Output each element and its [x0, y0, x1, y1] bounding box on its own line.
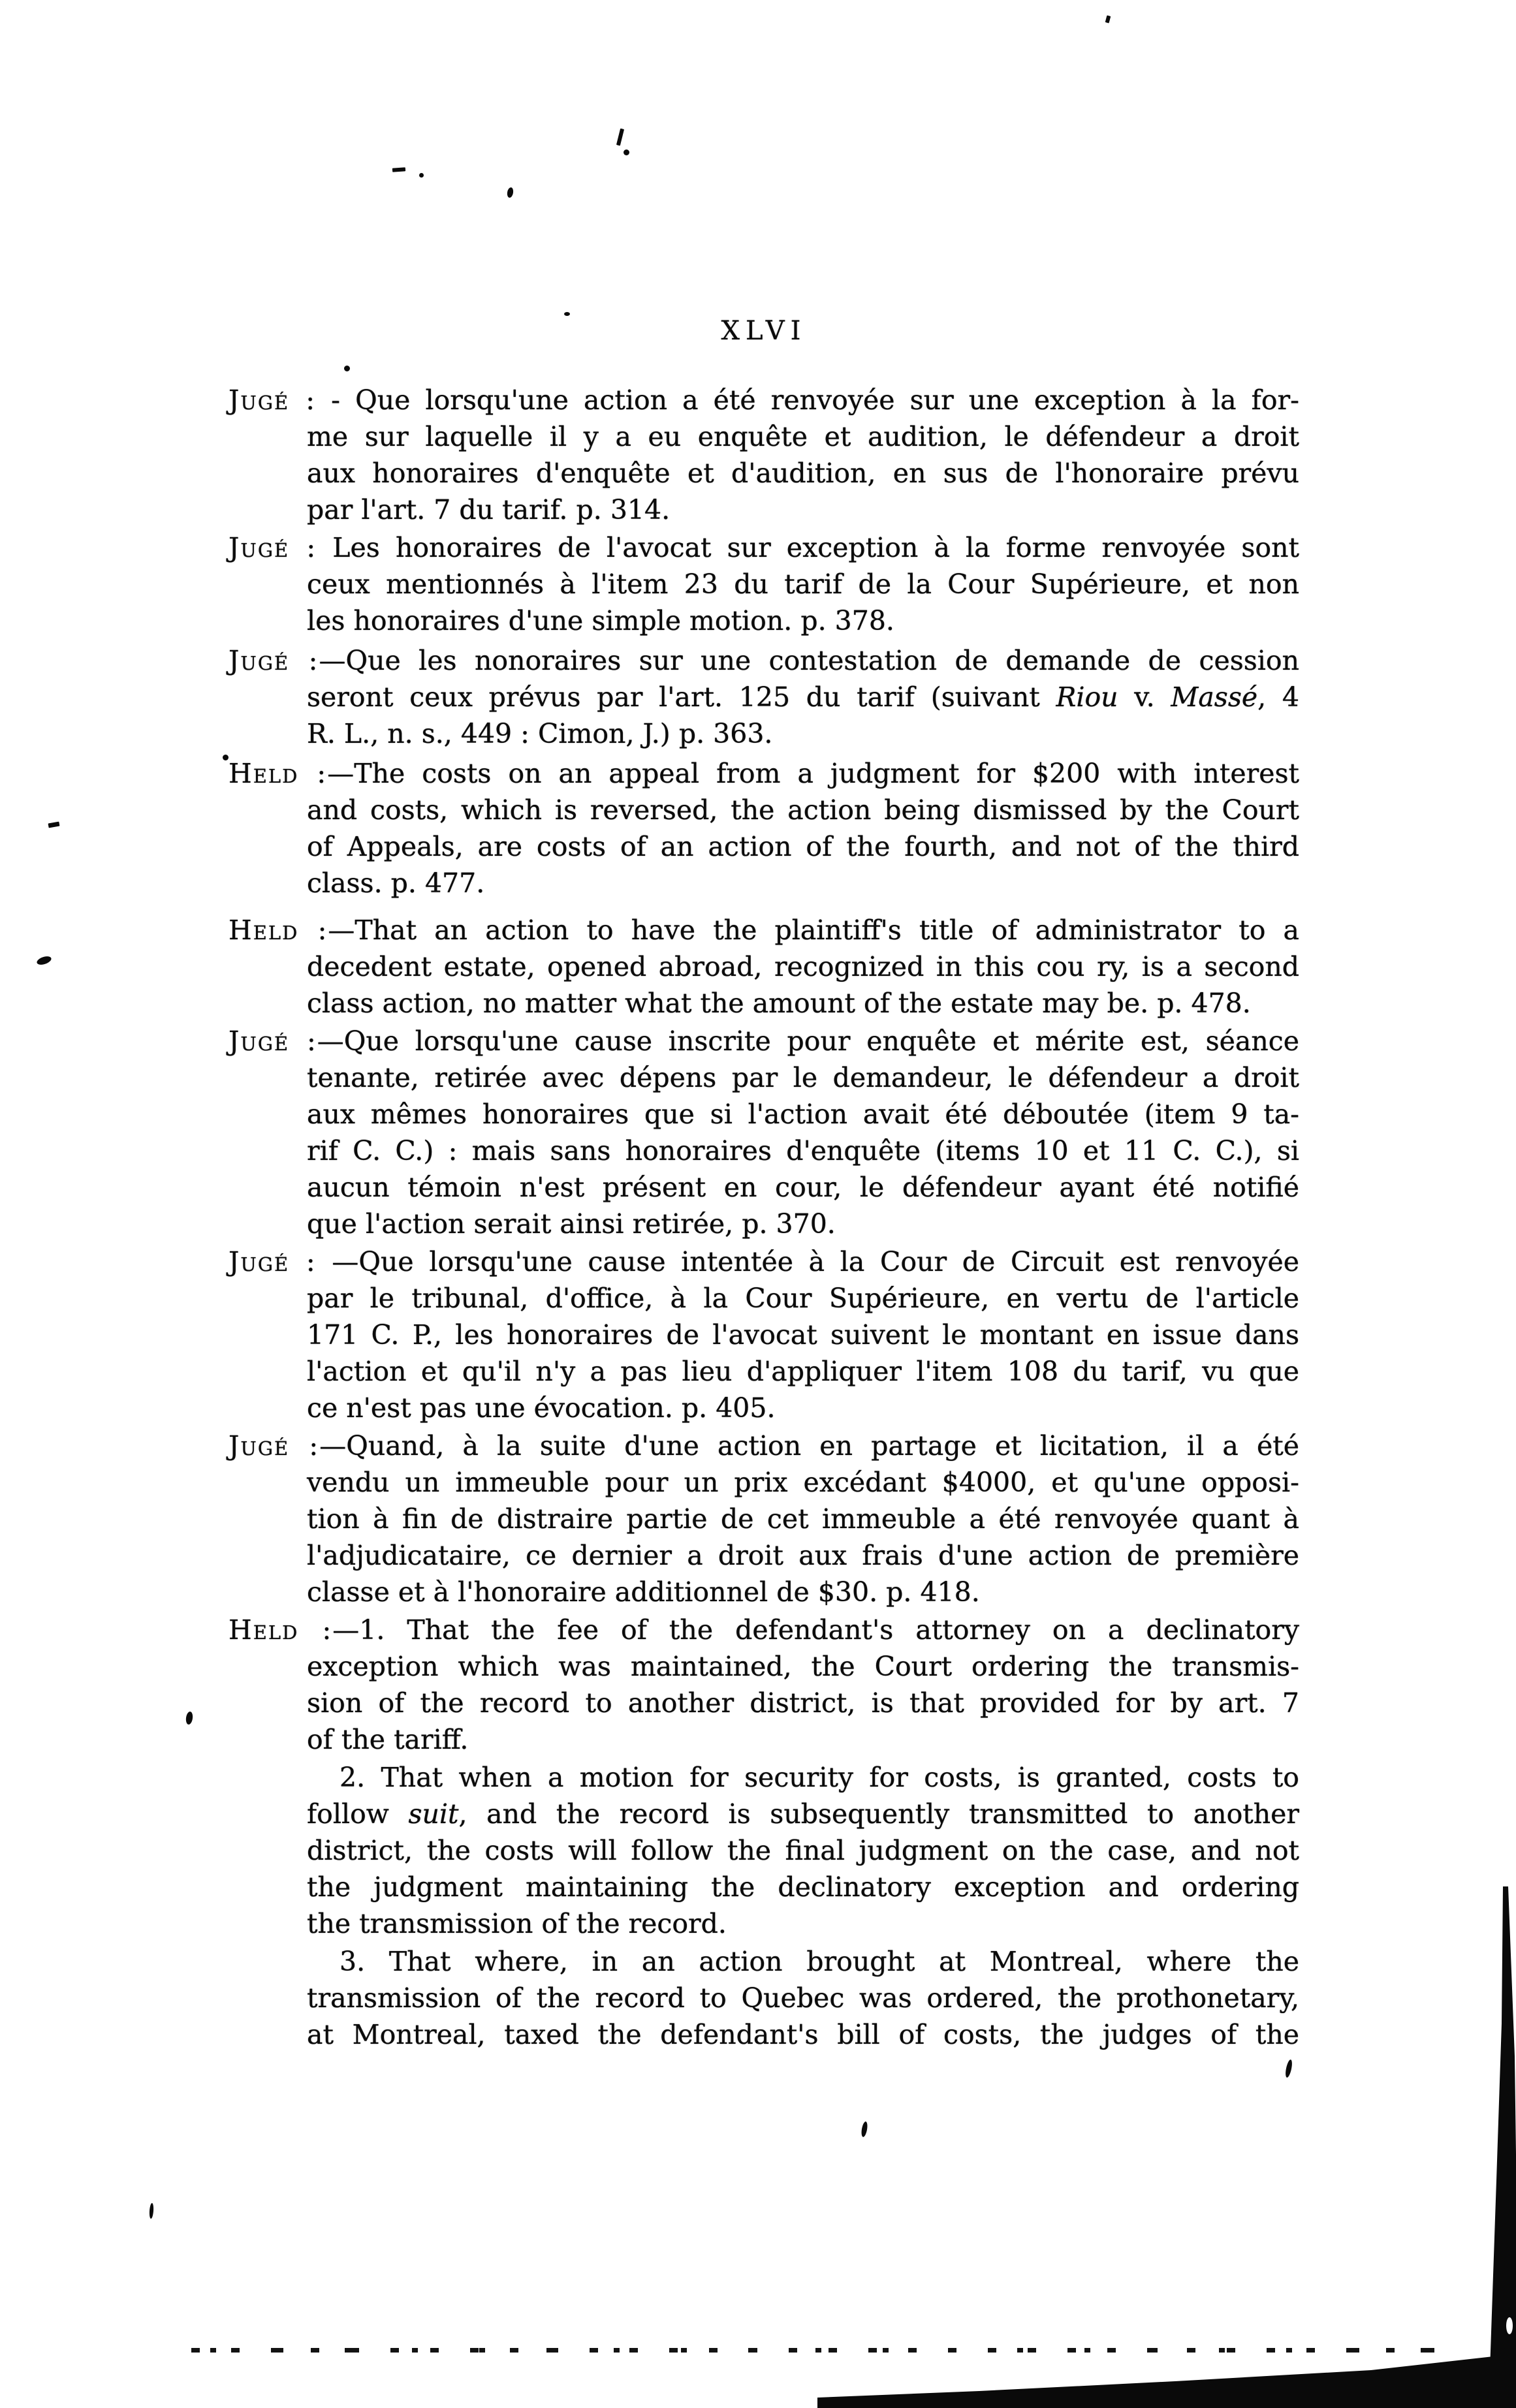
text-line: and costs, which is reversed, the action being dismissed by the Court [307, 794, 1299, 826]
text-line: par le tribunal, d'office, à la Cour Supérieure, en vertu de l'article [307, 1283, 1299, 1314]
text-line: decedent estate, opened abroad, recognized in this cou ry, is a second [307, 951, 1299, 982]
paragraph-label: Jugé : [229, 1430, 320, 1462]
text-line: Jugé : - Que lorsqu'une action a été renvoyée sur une exception à la for- [229, 384, 1299, 416]
text-line: Jugé : Les honoraires de l'avocat sur exception à la forme renvoyée sont [229, 532, 1299, 563]
text-line: Jugé :—Que les nonoraires sur une contestation de demande de cession [229, 645, 1299, 676]
text-line: que l'action serait ainsi retirée, p. 370. [307, 1208, 836, 1240]
text-line: district, the costs will follow the final judgment on the case, and not [307, 1835, 1299, 1866]
text-line: Held :—1. That the fee of the defendant's attorney on a declinatory [229, 1614, 1299, 1646]
text-line: 2. That when a motion for security for costs, is granted, costs to [340, 1762, 1299, 1793]
text-line: the transmission of the record. [307, 1908, 727, 1939]
text-line: rif C. C.) : mais sans honoraires d'enquête (items 10 et 11 C. C.), si [307, 1135, 1299, 1166]
text-line: ceux mentionnés à l'item 23 du tarif de la Cour Supérieure, et non [307, 569, 1299, 600]
text-line: tenante, retirée avec dépens par le demandeur, le défendeur a droit [307, 1062, 1299, 1093]
paragraph-label: Jugé : [229, 532, 317, 563]
text-line: Held :—The costs on an appeal from a judgment for $200 with interest [229, 758, 1300, 789]
text-line: the judgment maintaining the declinatory exception and ordering [307, 1871, 1299, 1903]
text-line: follow suit, and the record is subsequently transmitted to another [307, 1798, 1299, 1830]
text-line: transmission of the record to Quebec was ordered, the prothonetary, [307, 1982, 1299, 2014]
paragraph-label: Jugé : [229, 384, 317, 416]
text-line: aucun témoin n'est présent en cour, le défendeur ayant été notifié [307, 1172, 1299, 1203]
text-line: par l'art. 7 du tarif. p. 314. [307, 494, 671, 525]
text-line: classe et à l'honoraire additionnel de $30. p. 418. [307, 1576, 980, 1608]
text-line: ce n'est pas une évocation. p. 405. [307, 1392, 776, 1424]
paragraph-label: Held : [229, 915, 328, 946]
text-line: sion of the record to another district, is that provided for by art. 7 [307, 1687, 1299, 1719]
text-line: aux honoraires d'enquête et d'audition, en sus de l'honoraire prévu [307, 458, 1299, 489]
text-line: l'adjudicataire, ce dernier a droit aux frais d'une action de première [307, 1540, 1299, 1571]
text-line: aux mêmes honoraires que si l'action avait été déboutée (item 9 ta- [307, 1099, 1299, 1130]
text-line: Jugé :—Quand, à la suite d'une action en partage et licitation, il a été [229, 1430, 1300, 1462]
text-line: of Appeals, are costs of an action of the fourth, and not of the third [307, 831, 1299, 862]
paragraph-label: Jugé : [229, 645, 319, 676]
text-line: exception which was maintained, the Court ordering the transmis- [307, 1651, 1299, 1682]
text-line: Jugé : —Que lorsqu'une cause intentée à la Cour de Circuit est renvoyée [229, 1246, 1299, 1277]
text-line: Jugé :—Que lorsqu'une cause inscrite pour enquête et mérite est, séance [229, 1025, 1299, 1057]
text-line: l'action et qu'il n'y a pas lieu d'appliquer l'item 108 du tarif, vu que [307, 1356, 1299, 1387]
text-line: me sur laquelle il y a eu enquête et audition, le défendeur a droit [307, 421, 1299, 452]
paragraph-label: Jugé : [229, 1025, 317, 1057]
text-line: of the tariff. [307, 1724, 469, 1755]
text-line: 3. That where, in an action brought at Montreal, where the [340, 1946, 1299, 1977]
page-number: XLVI [721, 316, 807, 346]
paragraph-label: Held : [229, 758, 328, 789]
text-line: class action, no matter what the amount of the estate may be. p. 478. [307, 988, 1251, 1019]
paragraph-label: Held : [229, 1614, 333, 1646]
scan-bar-gap [1506, 2317, 1513, 2334]
text-line: class. p. 477. [307, 868, 485, 899]
text-line: tion à fin de distraire partie de cet immeuble a été renvoyée quant à [307, 1503, 1299, 1535]
text-line: 171 C. P., les honoraires de l'avocat suivent le montant en issue dans [307, 1319, 1299, 1351]
scan-bottom-wedge [817, 2354, 1516, 2408]
text-line: les honoraires d'une simple motion. p. 378. [307, 605, 894, 636]
text-line: vendu un immeuble pour un prix excédant $4000, et qu'une opposi- [307, 1467, 1299, 1498]
paragraph-label: Jugé : [229, 1246, 317, 1277]
text-line: at Montreal, taxed the defendant's bill of costs, the judges of the [307, 2019, 1299, 2050]
text-line: Held :—That an action to have the plaintiff's title of administrator to a [229, 915, 1300, 946]
text-line: R. L., n. s., 449 : Cimon, J.) p. 363. [307, 718, 773, 749]
text-line: seront ceux prévus par l'art. 125 du tarif (suivant Riou v. Massé, 4 [307, 681, 1300, 713]
